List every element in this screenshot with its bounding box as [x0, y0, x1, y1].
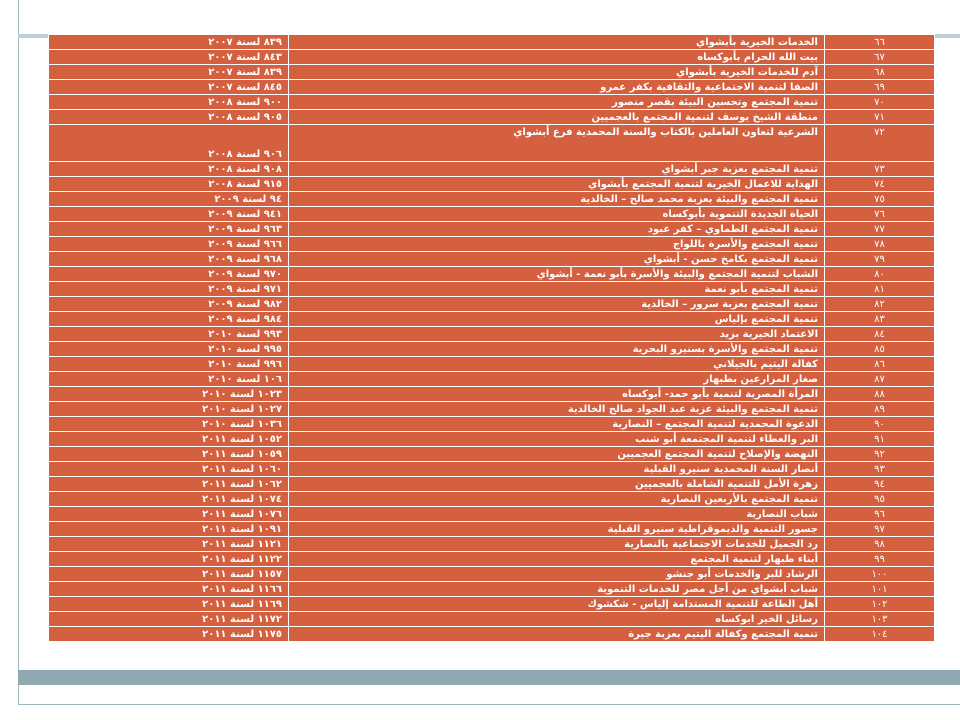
registration-number: ٩٠٨ لسنة ٢٠٠٨	[49, 162, 289, 177]
row-number: ٧٢	[825, 125, 935, 162]
table-row	[49, 627, 935, 642]
registration-number: ٩٠٥ لسنة ٢٠٠٨	[49, 110, 289, 125]
row-number: ٨٠	[825, 267, 935, 282]
association-name: آدم للخدمات الخيرية بأبشواي	[289, 65, 825, 80]
row-number: ٩٨	[825, 537, 935, 552]
associations-table-body	[49, 35, 935, 642]
registration-number: ١٠٢٣ لسنة ٢٠١٠	[49, 387, 289, 402]
row-number: ٩١	[825, 432, 935, 447]
table-row	[49, 110, 935, 125]
row-number: ٩٤	[825, 477, 935, 492]
row-number: ٨٣	[825, 312, 935, 327]
table-row	[49, 50, 935, 65]
slide-left-border	[18, 0, 19, 705]
registration-number: ١١٦٦ لسنة ٢٠١١	[49, 582, 289, 597]
registration-number: ٩١٥ لسنة ٢٠٠٨	[49, 177, 289, 192]
row-number: ٧٦	[825, 207, 935, 222]
row-number: ١٠٠	[825, 567, 935, 582]
association-name: الشباب لتنمية المجتمع والبيئة والأسرة بأبو نعمة - أبشواي	[289, 267, 825, 282]
registration-number: ١١٥٧ لسنة ٢٠١١	[49, 567, 289, 582]
row-number: ٧٣	[825, 162, 935, 177]
registration-number: ٨٣٩ لسنة ٢٠٠٧	[49, 35, 289, 50]
association-name: تنمية المجتمع بإلياس	[289, 312, 825, 327]
row-number: ٧٧	[825, 222, 935, 237]
row-number: ٧٠	[825, 95, 935, 110]
table-row	[49, 462, 935, 477]
table-row	[49, 492, 935, 507]
association-name: شباب النصارية	[289, 507, 825, 522]
registration-number: ٩٨٢ لسنة ٢٠٠٩	[49, 297, 289, 312]
row-number: ٨٥	[825, 342, 935, 357]
row-number: ٩٥	[825, 492, 935, 507]
association-name: تنمية المجتمع وتحسين البيئة بقصر منصور	[289, 95, 825, 110]
registration-number: ١٠٧٤ لسنة ٢٠١١	[49, 492, 289, 507]
table-row	[49, 207, 935, 222]
table-row	[49, 372, 935, 387]
row-number: ١٠٢	[825, 597, 935, 612]
association-name: تنمية المجتمع وكفالة اليتيم بعزبة جيرة	[289, 627, 825, 642]
registration-number: ٩٩٦ لسنة ٢٠١٠	[49, 357, 289, 372]
association-name: تنمية المجتمع بعزبة جبر أبشواي	[289, 162, 825, 177]
table-row	[49, 537, 935, 552]
association-name: تنمية المجتمع الطماوي – كفر عبود	[289, 222, 825, 237]
association-name: الاعتماد الخيرية بزيد	[289, 327, 825, 342]
table-row	[49, 327, 935, 342]
association-name: الشرعية لتعاون العاملين بالكتاب والسنة المحمدية فرع أبشواي	[289, 125, 825, 162]
registration-number: ٩٦٦ لسنة ٢٠٠٩	[49, 237, 289, 252]
registration-number: ١٠٥٩ لسنة ٢٠١١	[49, 447, 289, 462]
registration-number: ٩٤ لسنة ٢٠٠٩	[49, 192, 289, 207]
association-name: بيت الله الحرام بأبوكساه	[289, 50, 825, 65]
table-row	[49, 507, 935, 522]
association-name: تنمية المجتمع بكامخ حسن - أبشواي	[289, 252, 825, 267]
row-number: ٨٨	[825, 387, 935, 402]
row-number: ٨٤	[825, 327, 935, 342]
association-name: تنمية المجتمع والأسرة باللواج	[289, 237, 825, 252]
row-number: ٩٧	[825, 522, 935, 537]
table-row	[49, 417, 935, 432]
association-name: كفالة اليتيم بالجيلاني	[289, 357, 825, 372]
association-name: تنمية المجتمع والبيئة بعزبة محمد صالح – الخالدية	[289, 192, 825, 207]
table-row	[49, 282, 935, 297]
registration-number: ٨٤٣ لسنة ٢٠٠٧	[49, 50, 289, 65]
registration-number: ٩٠٦ لسنة ٢٠٠٨	[49, 125, 289, 162]
row-number: ٧٨	[825, 237, 935, 252]
table-row	[49, 237, 935, 252]
row-number: ٨١	[825, 282, 935, 297]
table-row	[49, 477, 935, 492]
association-name: النهضة والإصلاح لتنمية المجتمع العجميين	[289, 447, 825, 462]
table-row	[49, 597, 935, 612]
registration-number: ٩٠٠ لسنة ٢٠٠٨	[49, 95, 289, 110]
registration-number: ١٠٩١ لسنة ٢٠١١	[49, 522, 289, 537]
registration-number: ١١٢٢ لسنة ٢٠١١	[49, 552, 289, 567]
registration-number: ١٠٦٠ لسنة ٢٠١١	[49, 462, 289, 477]
association-name: تنمية المجتمع والأسرة بسنيرو البحرية	[289, 342, 825, 357]
registration-number: ٩٦٣ لسنة ٢٠٠٩	[49, 222, 289, 237]
association-name: الرشاد للبر والخدمات أبو جنشو	[289, 567, 825, 582]
table-row	[49, 125, 935, 162]
table-row	[49, 447, 935, 462]
row-number: ٧٤	[825, 177, 935, 192]
table-row	[49, 252, 935, 267]
table-row	[49, 387, 935, 402]
row-number: ٦٨	[825, 65, 935, 80]
association-name: رسائل الخير ابوكساه	[289, 612, 825, 627]
registration-number: ٩٤١ لسنة ٢٠٠٩	[49, 207, 289, 222]
row-number: ٨٧	[825, 372, 935, 387]
table-row	[49, 177, 935, 192]
table-row	[49, 312, 935, 327]
registration-number: ٨٤٥ لسنة ٢٠٠٧	[49, 80, 289, 95]
table-row	[49, 342, 935, 357]
association-name: تنمية المجتمع بالأربعين النصارية	[289, 492, 825, 507]
table-row	[49, 222, 935, 237]
association-name: الهداية للاعمال الخيرية لتنمية المجتمع بأبشواي	[289, 177, 825, 192]
table-row	[49, 80, 935, 95]
association-name: منطقة الشيخ يوسف لتنمية المجتمع بالعجميين	[289, 110, 825, 125]
row-number: ٨٢	[825, 297, 935, 312]
registration-number: ١٠٦٢ لسنة ٢٠١١	[49, 477, 289, 492]
table-row	[49, 65, 935, 80]
association-name: زهرة الأمل للتنمية الشاملة بالعجميين	[289, 477, 825, 492]
row-number: ٩٢	[825, 447, 935, 462]
row-number: ٧١	[825, 110, 935, 125]
registration-number: ١١٦٩ لسنة ٢٠١١	[49, 597, 289, 612]
row-number: ٧٩	[825, 252, 935, 267]
registration-number: ٩٩٥ لسنة ٢٠١٠	[49, 342, 289, 357]
row-number: ٦٩	[825, 80, 935, 95]
row-number: ١٠٤	[825, 627, 935, 642]
table-row	[49, 402, 935, 417]
row-number: ١٠١	[825, 582, 935, 597]
registration-number: ٩٧١ لسنة ٢٠٠٩	[49, 282, 289, 297]
table-row	[49, 357, 935, 372]
registration-number: ١٠٢٧ لسنة ٢٠١٠	[49, 402, 289, 417]
row-number: ٨٦	[825, 357, 935, 372]
registration-number: ١١٧٥ لسنة ٢٠١١	[49, 627, 289, 642]
association-name: أنصار السنة المحمدية سنيرو القبلية	[289, 462, 825, 477]
row-number: ٧٥	[825, 192, 935, 207]
registration-number: ٩٨٤ لسنة ٢٠٠٩	[49, 312, 289, 327]
table-row	[49, 582, 935, 597]
association-name: تنمية المجتمع والبيئة عزبة عبد الجواد صالح الخالدية	[289, 402, 825, 417]
row-number: ٦٦	[825, 35, 935, 50]
association-name: أهل الطاعة للتنمية المستدامة إلياس - شكشوك	[289, 597, 825, 612]
association-name: رد الجميل للخدمات الاجتماعية بالنصارية	[289, 537, 825, 552]
row-number: ٩٣	[825, 462, 935, 477]
association-name: شباب أبشواي من أجل مصر للخدمات التنموية	[289, 582, 825, 597]
registration-number: ١١٢١ لسنة ٢٠١١	[49, 537, 289, 552]
association-name: البر والعطاء لتنمية المجتمعة أبو شنب	[289, 432, 825, 447]
association-name: المرأة المصرية لتنمية بأبو حمد- أبوكساه	[289, 387, 825, 402]
registration-number: ٨٣٩ لسنة ٢٠٠٧	[49, 65, 289, 80]
row-number: ٦٧	[825, 50, 935, 65]
registration-number: ٩٧٠ لسنة ٢٠٠٩	[49, 267, 289, 282]
registration-number: ١٠٥٢ لسنة ٢٠١١	[49, 432, 289, 447]
slide-footer-band	[18, 670, 960, 685]
association-name: الحياة الجديدة التنموية بأبوكساه	[289, 207, 825, 222]
registration-number: ٩٦٨ لسنة ٢٠٠٩	[49, 252, 289, 267]
table-row	[49, 267, 935, 282]
row-number: ٩٠	[825, 417, 935, 432]
association-name: الدعوة المحمدية لتنمية المجتمع – النصارية	[289, 417, 825, 432]
row-number: ٩٦	[825, 507, 935, 522]
association-name: أبناء طبهار لتنمية المجتمع	[289, 552, 825, 567]
table-row	[49, 192, 935, 207]
association-name: تنمية المجتمع بأبو نعمة	[289, 282, 825, 297]
table-row	[49, 522, 935, 537]
registration-number: ١٠٦ لسنة ٢٠١٠	[49, 372, 289, 387]
registration-number: ١١٧٢ لسنة ٢٠١١	[49, 612, 289, 627]
registration-number: ١٠٣٦ لسنة ٢٠١٠	[49, 417, 289, 432]
association-name: الصفا لتنمية الاجتماعية والثقافية بكفر عمرو	[289, 80, 825, 95]
association-name: الخدمات الخيرية بأبشواي	[289, 35, 825, 50]
slide-bottom-border	[18, 704, 960, 705]
row-number: ٨٩	[825, 402, 935, 417]
table-row	[49, 567, 935, 582]
table-row	[49, 35, 935, 50]
association-name: صغار المزارعين بطبهار	[289, 372, 825, 387]
association-name: جسور التنمية والديموقراطية سنيرو القبلية	[289, 522, 825, 537]
table-row	[49, 95, 935, 110]
table-row	[49, 552, 935, 567]
table-row	[49, 297, 935, 312]
registration-number: ٩٩٣ لسنة ٢٠١٠	[49, 327, 289, 342]
table-row	[49, 432, 935, 447]
row-number: ١٠٣	[825, 612, 935, 627]
table-row	[49, 162, 935, 177]
table-row	[49, 612, 935, 627]
associations-table	[48, 34, 935, 642]
row-number: ٩٩	[825, 552, 935, 567]
registration-number: ١٠٧٦ لسنة ٢٠١١	[49, 507, 289, 522]
association-name: تنمية المجتمع بعزبة سرور – الخالدية	[289, 297, 825, 312]
